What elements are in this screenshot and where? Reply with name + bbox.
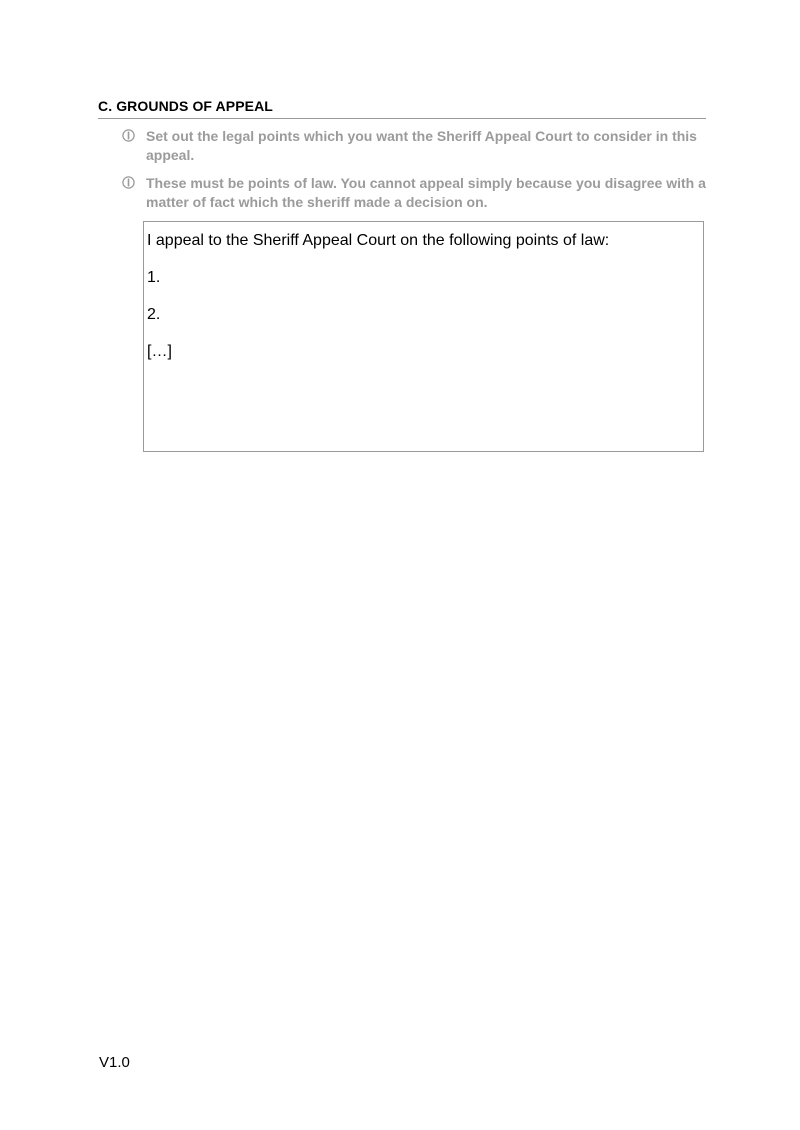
info-icon	[122, 176, 135, 189]
answer-item: 2.	[147, 306, 161, 323]
guidance-note-text: Set out the legal points which you want the Sheriff Appeal Court to consider in this appeal.	[146, 128, 697, 163]
grounds-answer-field[interactable]	[143, 221, 704, 452]
info-icon	[122, 129, 135, 142]
answer-intro: I appeal to the Sheriff Appeal Court on the following points of law:	[147, 232, 610, 249]
guidance-notes	[98, 127, 706, 212]
guidance-note	[98, 174, 706, 212]
section-heading: C. GROUNDS OF APPEAL	[98, 98, 706, 119]
guidance-note	[98, 127, 706, 165]
grounds-of-appeal-section	[98, 98, 706, 221]
version-label: V1.0	[99, 1054, 130, 1071]
answer-item: […]	[147, 343, 172, 360]
answer-item: 1.	[147, 269, 161, 286]
guidance-note-text: These must be points of law. You cannot appeal simply because you disagree with a matter of fact which the sheriff made a decision on.	[146, 175, 706, 210]
